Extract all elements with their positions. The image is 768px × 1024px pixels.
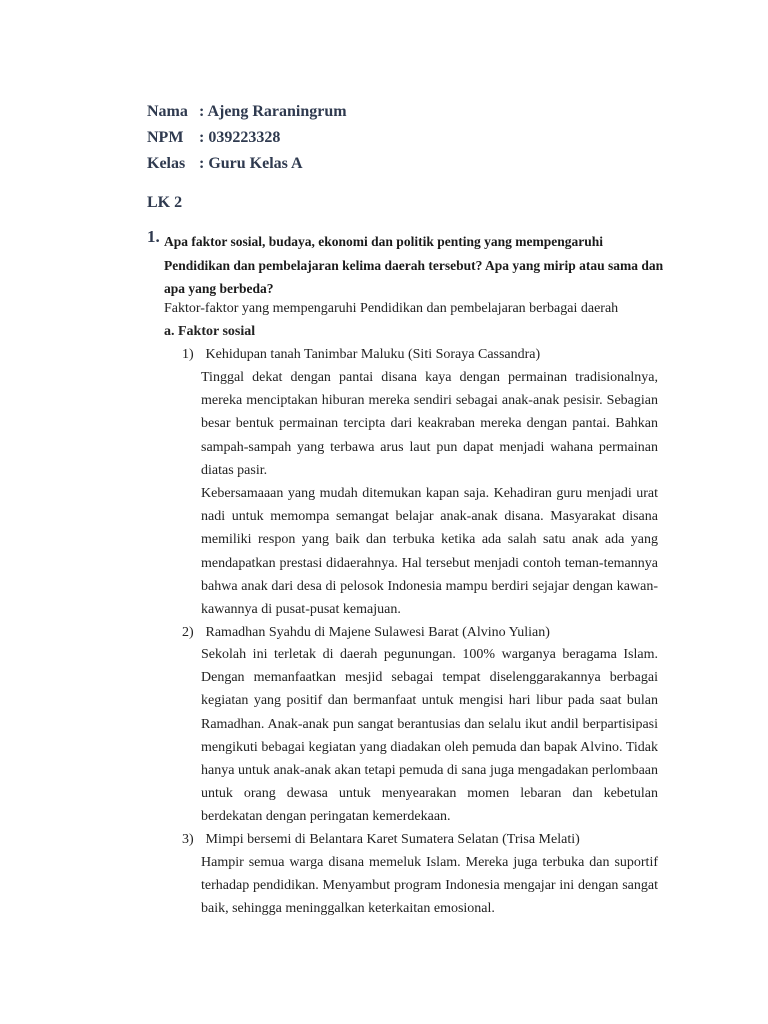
question-text: Apa faktor sosial, budaya, ekonomi dan politik penting yang mempengaruhi Pendidikan dan pembelajaran kelima daerah tersebut? Apa yang mirip atau sama dan apa yang berbeda? <box>164 234 664 296</box>
item-paragraph: Hampir semua warga disana memeluk Islam. Mereka juga terbuka dan suportif terhadap pendidikan. Menyambut program Indonesia mengajar ini dengan sangat baik, sehingga meninggalkan keterkaitan emosional. <box>201 855 658 917</box>
student-info <box>147 101 347 179</box>
kelas-value: : Guru Kelas A <box>199 155 303 172</box>
nama-label: Nama <box>147 103 188 120</box>
item-title <box>182 828 580 852</box>
item-title-text: Ramadhan Syahdu di Majene Sulawesi Barat (Alvino Yulian) <box>205 625 550 640</box>
item-title <box>182 343 540 367</box>
nama-value: : Ajeng Raraningrum <box>199 103 347 120</box>
question-number: 1. <box>147 227 160 246</box>
item-paragraph: Sekolah ini terletak di daerah pegunungan. 100% warganya beragama Islam. Dengan memanfaatkan mesjid sebagai tempat diselenggarakannya berbagai kegiatan yang positif dan bermanfaat untuk mengisi hari libur pada saat bulan Ramadhan. Anak-anak pun sangat berantusias dan selalu ikut andil berpartisipasi mengikuti bebagai kegiatan yang diadakan oleh pemuda dan bapak Alvino. Tidak hanya untuk anak-anak akan tetapi pemuda di sana juga mengadakan perlombaan untuk orang dewasa untuk menyearakan momen lebaran dan kebetulan berdekatan dengan peringatan kemerdekaan. <box>201 647 658 825</box>
nama-row <box>147 101 347 127</box>
kelas-label: Kelas <box>147 155 186 172</box>
item-number: 3) <box>182 832 194 847</box>
kelas-row <box>147 153 347 179</box>
item-paragraph: Tinggal dekat dengan pantai disana kaya dengan permainan tradisionalnya, mereka menciptakan hiburan mereka sendiri sebagai anak-anak pesisir. Sebagian besar bentuk permainan tercipta dari keakraban mereka dengan pantai. Bahkan sampah-sampah yang terbawa arus laut pun dapat menjadi wahana permainan diatas pasir. <box>201 370 658 478</box>
section-heading: a. Faktor sosial <box>164 324 256 339</box>
worksheet-title: LK 2 <box>147 194 183 211</box>
item-number: 1) <box>182 347 194 362</box>
npm-row <box>147 127 347 153</box>
npm-label: NPM <box>147 129 184 146</box>
npm-value: : 039223328 <box>199 129 281 146</box>
answer-intro: Faktor-faktor yang mempengaruhi Pendidikan dan pembelajaran berbagai daerah <box>164 301 619 316</box>
item-paragraph: Kebersamaaan yang mudah ditemukan kapan saja. Kehadiran guru menjadi urat nadi untuk memompa semangat belajar anak-anak disana. Masyarakat disana memiliki respon yang baik dan terbuka ketika ada salah satu anak ada yang mendapatkan prestasi didaerahnya. Hal tersebut menjadi contoh teman-temannya bahwa anak dari desa di pelosok Indonesia mampu berdiri sejajar dengan kawan-kawannya di pusat-pusat kemajuan. <box>201 486 658 618</box>
item-title <box>182 621 550 645</box>
item-number: 2) <box>182 625 194 640</box>
item-title-text: Kehidupan tanah Tanimbar Maluku (Siti Soraya Cassandra) <box>205 347 541 362</box>
item-title-text: Mimpi bersemi di Belantara Karet Sumatera Selatan (Trisa Melati) <box>205 832 580 847</box>
